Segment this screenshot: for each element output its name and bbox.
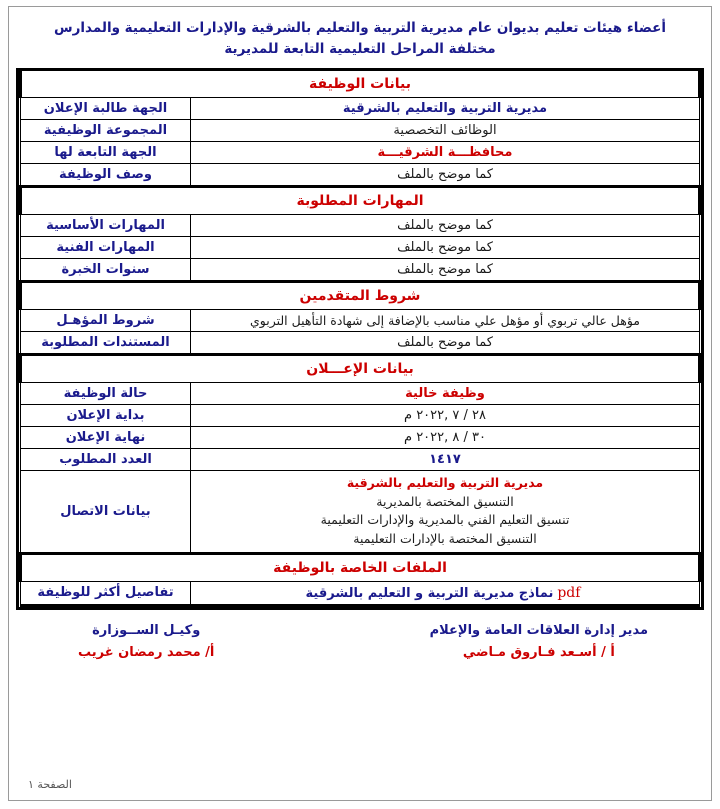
announcement-label-0: حالة الوظيفة [21, 382, 191, 404]
job-data-label-2: الجهة التابعة لها [21, 141, 191, 163]
section-header-files [21, 553, 700, 581]
table-row [21, 382, 700, 404]
announcement-label-2: نهاية الإعلان [21, 426, 191, 448]
announcement-label-1: بداية الإعلان [21, 404, 191, 426]
skills-label-1: المهارات الفنية [21, 236, 191, 258]
skills-value-1: كما موضح بالملف [191, 236, 700, 258]
skills-value-2: كما موضح بالملف [191, 258, 700, 281]
contact-line-1: التنسيق المختصة بالمديرية [376, 493, 514, 509]
contact-line-0: مديرية التربية والتعليم بالشرقية [346, 474, 544, 490]
table-row [21, 258, 700, 281]
announcement-value-1: ٢٨ / ٧ ,٢٠٢٢ م [191, 404, 700, 426]
sheet-table [19, 71, 701, 607]
signature-right-name: أ / أسـعد فـاروق مـاضي [462, 644, 615, 660]
job-data-value-0: مديرية التربية والتعليم بالشرقية [191, 97, 700, 119]
job-data-value-3: كما موضح بالملف [191, 163, 700, 186]
announcement-value-3: ١٤١٧ [191, 448, 700, 470]
table-row [21, 448, 700, 470]
signature-left-name: أ/ محمد رمضان غريب [78, 644, 215, 660]
job-data-label-1: المجموعة الوظيفية [21, 119, 191, 141]
table-row [21, 331, 700, 354]
contact-lines [199, 474, 691, 549]
table-row [21, 119, 700, 141]
header-line-1: أعضاء هيئات تعليم بديوان عام مديرية التربية والتعليم بالشرقية والإدارات التعليمية والمدارس [54, 20, 666, 36]
skills-label-2: سنوات الخبرة [21, 258, 191, 281]
table-row [21, 141, 700, 163]
job-announcement-table [16, 68, 704, 610]
signature-right-role: مدير إدارة العلاقات العامة والإعلام [429, 622, 648, 638]
skills-value-0: كما موضح بالملف [191, 214, 700, 236]
files-label: تفاصيل أكثر للوظيفة [21, 581, 191, 605]
section-header-announcement [21, 354, 700, 382]
conditions-value-0: مؤهل عالي تربوي أو مؤهل علي مناسب بالإضافة إلى شهادة التأهيل التربوي [191, 309, 700, 331]
job-data-value-1: الوظائف التخصصية [191, 119, 700, 141]
signature-left [78, 620, 214, 664]
conditions-label-0: شروط المؤهـل [21, 309, 191, 331]
signature-right [430, 620, 648, 664]
announcement-value-0: وظيفة خالية [191, 382, 700, 404]
document-content [16, 12, 704, 664]
section-title-job-data: بيانات الوظيفة [21, 71, 700, 98]
section-title-conditions: شروط المتقدمين [21, 281, 700, 309]
pdf-file-icon[interactable]: pdf [557, 584, 581, 601]
skills-label-0: المهارات الأساسية [21, 214, 191, 236]
table-row [21, 309, 700, 331]
section-header-skills [21, 186, 700, 214]
section-header-conditions [21, 281, 700, 309]
contact-label: بيانات الاتصال [21, 470, 191, 553]
files-value [191, 581, 700, 605]
job-data-label-0: الجهة طالبة الإعلان [21, 97, 191, 119]
conditions-label-1: المستندات المطلوبة [21, 331, 191, 354]
signature-left-role: وكيـل الســوزارة [92, 622, 201, 638]
conditions-value-1: كما موضح بالملف [191, 331, 700, 354]
announcement-value-2: ٣٠ / ٨ ,٢٠٢٢ م [191, 426, 700, 448]
announcement-label-3: العدد المطلوب [21, 448, 191, 470]
signature-footer [16, 610, 704, 664]
section-title-announcement: بيانات الإعـــلان [21, 354, 700, 382]
job-data-value-2: محافظـــة الشرقيـــة [191, 141, 700, 163]
job-data-label-3: وصف الوظيفة [21, 163, 191, 186]
table-row [21, 236, 700, 258]
page-marker: الصفحة ١ [28, 778, 72, 791]
section-header-job-data [21, 71, 700, 98]
table-row [21, 426, 700, 448]
table-row-contact [21, 470, 700, 553]
files-value-text[interactable]: نماذج مديرية التربية و التعليم بالشرقية [305, 585, 554, 601]
table-row [21, 163, 700, 186]
document-header [16, 12, 704, 68]
contact-value [191, 470, 700, 553]
section-title-files: الملفات الخاصة بالوظيفة [21, 553, 700, 581]
table-row [21, 97, 700, 119]
table-row [21, 404, 700, 426]
contact-line-3: التنسيق المختصة بالإدارات التعليمية [353, 531, 537, 547]
header-line-2: مختلفة المراحل التعليمية التابعة للمديرية [224, 40, 496, 57]
table-row [21, 214, 700, 236]
contact-line-2: تنسيق التعليم الفني بالمديرية والإدارات التعليمية [320, 512, 570, 528]
table-row-files [21, 581, 700, 605]
section-title-skills: المهارات المطلوبة [21, 186, 700, 214]
